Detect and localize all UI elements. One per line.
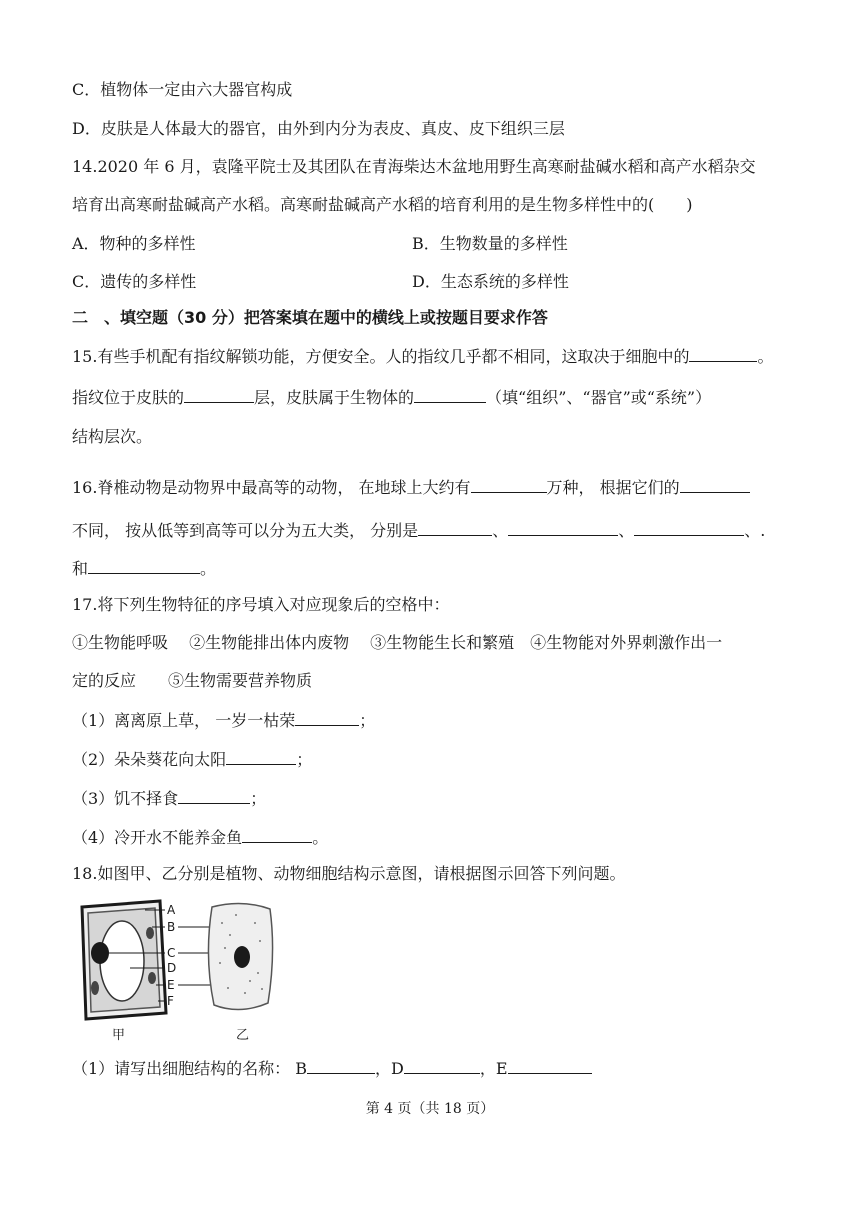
q17-sub1-text: （1）离离原上草， 一岁一枯荣 — [72, 711, 296, 730]
animal-nucleus — [234, 946, 250, 968]
q15-text-3: 层，皮肤属于生物体的 — [254, 388, 415, 407]
q17-blank-4[interactable] — [242, 825, 312, 843]
label-c: C — [167, 946, 176, 960]
q14-option-b: B．生物数量的多样性 — [412, 234, 568, 253]
q18-blank-d[interactable] — [404, 1056, 480, 1074]
q18-sub1-sep2: ，E — [479, 1059, 508, 1078]
q16-blank-1[interactable] — [471, 475, 547, 493]
q16-sep-3: 、. — [744, 521, 766, 540]
caption-right: 乙 — [236, 1028, 250, 1043]
label-a: A — [167, 903, 176, 917]
q17-blank-1[interactable] — [295, 708, 359, 726]
chloroplast-3 — [148, 972, 156, 984]
chloroplast-2 — [146, 927, 154, 939]
q15-blank-1[interactable] — [689, 344, 757, 362]
q13-option-c: C．植物体一定由六大器官构成 — [72, 80, 293, 99]
q15-text-1: 15.有些手机配有指纹解锁功能，方便安全。人的指纹几乎都不相同，这取决于细胞中的 — [72, 347, 690, 366]
q17-sub1-end: ； — [359, 711, 376, 730]
q15-line1 — [72, 344, 773, 368]
q17-stem: 17.将下列生物特征的序号填入对应现象后的空格中： — [72, 595, 450, 614]
q18-blank-e[interactable] — [508, 1056, 592, 1074]
plant-vacuole — [100, 921, 144, 1001]
q17-sub2-end: ； — [296, 750, 313, 769]
q16-sep-2: 、 — [618, 521, 635, 540]
q14-option-a: A．物种的多样性 — [72, 234, 196, 253]
label-d: D — [167, 961, 177, 975]
chloroplast-1 — [91, 981, 99, 995]
q16-blank-6[interactable] — [88, 556, 200, 574]
animal-cell — [208, 903, 272, 1009]
q13-option-d: D．皮肤是人体最大的器官，由外到内分为表皮、真皮、皮下组织三层 — [72, 119, 565, 138]
q17-blank-2[interactable] — [226, 747, 296, 765]
q17-sub4-text: （4）冷开水不能养金鱼 — [72, 828, 243, 847]
q16-line1 — [72, 475, 750, 499]
q17-sub2-text: （2）朵朵葵花向太阳 — [72, 750, 227, 769]
q16-text-4: 和 — [72, 559, 89, 578]
q16-text-3: 不同， 按从低等到高等可以分为五大类， 分别是 — [72, 521, 419, 540]
q15-line2 — [72, 385, 711, 409]
q15-blank-2[interactable] — [184, 385, 254, 403]
q15-blank-3[interactable] — [414, 385, 486, 403]
q16-blank-2[interactable] — [680, 475, 750, 493]
q17-sub2 — [72, 747, 312, 771]
q15-text-1-end: 。 — [757, 347, 774, 366]
q16-sep-1: 、 — [492, 521, 509, 540]
q18-stem: 18.如图甲、乙分别是植物、动物细胞结构示意图，请根据图示回答下列问题。 — [72, 864, 626, 883]
q18-sub1-text: （1）请写出细胞结构的名称： B — [72, 1059, 308, 1078]
q14-stem-line1: 14.2020 年 6 月，袁隆平院士及其团队在青海柴达木盆地用野生高寒耐盐碱水稻和高产水稻杂交 — [72, 157, 756, 176]
q17-blank-3[interactable] — [178, 786, 250, 804]
q16-blank-3[interactable] — [418, 518, 492, 536]
q15-text-4: （填“组织”、“器官”或“系统”） — [486, 388, 712, 407]
q17-features-line2: 定的反应 ⑤生物需要营养物质 — [72, 671, 313, 690]
q17-sub4 — [72, 825, 328, 849]
caption-left: 甲 — [112, 1028, 126, 1043]
q15-text-2: 指纹位于皮肤的 — [72, 388, 185, 407]
q17-sub4-end: 。 — [312, 828, 329, 847]
q16-text-1: 16.脊椎动物是动物界中最高等的动物， 在地球上大约有 — [72, 478, 471, 497]
q16-line3 — [72, 556, 216, 580]
label-f: F — [167, 994, 174, 1008]
plant-cell — [82, 901, 166, 1019]
label-b: B — [167, 920, 176, 934]
q16-blank-5[interactable] — [634, 518, 744, 536]
q16-line2 — [72, 518, 765, 542]
section-heading: 二 、填空题（30 分）把答案填在题中的横线上或按题目要求作答 — [72, 308, 548, 327]
q16-blank-4[interactable] — [508, 518, 618, 536]
q17-features-line1: ①生物能呼吸 ②生物能排出体内废物 ③生物能生长和繁殖 ④生物能对外界刺激作出一 — [72, 633, 723, 652]
q14-option-d: D．生态系统的多样性 — [412, 272, 569, 291]
q17-sub1 — [72, 708, 375, 732]
cell-diagram — [70, 893, 280, 1043]
q14-stem-line2: 培育出高寒耐盐碱高产水稻。高寒耐盐碱高产水稻的培育利用的是生物多样性中的( ) — [72, 195, 693, 214]
page-number: 第 4 页（共 18 页） — [365, 1101, 495, 1117]
plant-nucleus — [91, 942, 109, 964]
q16-text-4-end: 。 — [200, 559, 217, 578]
q15-line3: 结构层次。 — [72, 427, 153, 446]
label-e: E — [167, 978, 175, 992]
q14-option-c: C．遗传的多样性 — [72, 272, 197, 291]
q18-sub1-sep1: ，D — [375, 1059, 404, 1078]
q17-sub3-end: ； — [250, 789, 267, 808]
q16-text-2: 万种， 根据它们的 — [546, 478, 680, 497]
q18-blank-b[interactable] — [307, 1056, 375, 1074]
q18-sub1 — [72, 1056, 592, 1080]
q17-sub3-text: （3）饥不择食 — [72, 789, 179, 808]
q17-sub3 — [72, 786, 266, 810]
